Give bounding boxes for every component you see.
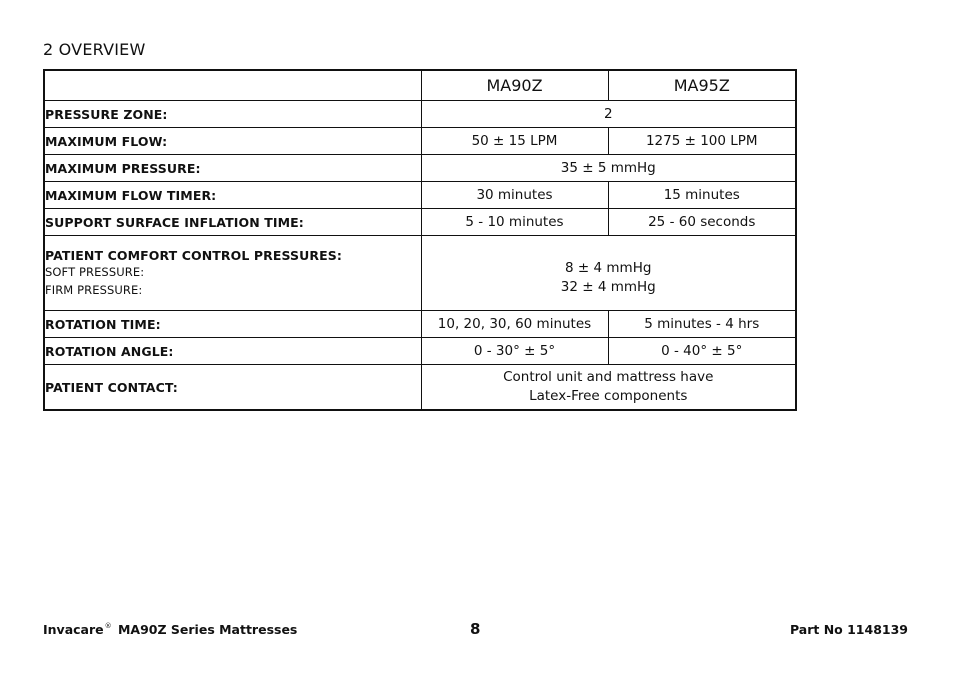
table-header-row (44, 70, 796, 101)
registered-mark: ® (104, 622, 112, 630)
row-rotation-angle (44, 338, 796, 365)
soft-pressure-value: 8 ± 4 mmHg (565, 260, 652, 276)
patient-contact-line2: Latex-Free components (529, 388, 688, 404)
page-number: 8 (470, 620, 481, 638)
inflation-time-label: SUPPORT SURFACE INFLATION TIME: (44, 209, 421, 236)
firm-pressure-value: 32 ± 4 mmHg (560, 279, 656, 295)
footer-product: MA90Z Series Mattresses (117, 622, 298, 637)
header-blank-cell (44, 70, 421, 101)
row-maximum-pressure (44, 155, 796, 182)
maximum-flow-ma90z: 50 ± 15 LPM (421, 128, 608, 155)
rotation-time-label: ROTATION TIME: (44, 311, 421, 338)
model-header-ma95z: MA95Z (608, 70, 796, 101)
row-patient-contact (44, 365, 796, 411)
maximum-flow-timer-ma95z: 15 minutes (608, 182, 796, 209)
rotation-angle-label: ROTATION ANGLE: (44, 338, 421, 365)
soft-pressure-label: SOFT PRESSURE: (45, 264, 145, 279)
pressure-zone-label: PRESSURE ZONE: (44, 101, 421, 128)
patient-contact-line1: Control unit and mattress have (503, 369, 714, 385)
patient-contact-label: PATIENT CONTACT: (44, 365, 421, 411)
firm-pressure-label: FIRM PRESSURE: (45, 282, 143, 297)
row-pressure-zone (44, 101, 796, 128)
specifications-table (43, 69, 797, 411)
rotation-angle-ma95z: 0 - 40° ± 5° (608, 338, 796, 365)
maximum-flow-label: MAXIMUM FLOW: (44, 128, 421, 155)
maximum-flow-timer-label: MAXIMUM FLOW TIMER: (44, 182, 421, 209)
comfort-pressures-values (421, 236, 796, 311)
rotation-angle-ma90z: 0 - 30° ± 5° (421, 338, 608, 365)
rotation-time-ma95z: 5 minutes - 4 hrs (608, 311, 796, 338)
inflation-time-ma90z: 5 - 10 minutes (421, 209, 608, 236)
maximum-flow-ma95z: 1275 ± 100 LPM (608, 128, 796, 155)
pressure-zone-value: 2 (421, 101, 796, 128)
row-comfort-pressures (44, 236, 796, 311)
footer-part-number: Part No 1148139 (789, 622, 908, 637)
row-inflation-time (44, 209, 796, 236)
rotation-time-ma90z: 10, 20, 30, 60 minutes (421, 311, 608, 338)
row-rotation-time (44, 311, 796, 338)
footer-product-name (43, 622, 297, 637)
maximum-pressure-value: 35 ± 5 mmHg (421, 155, 796, 182)
comfort-pressures-label: PATIENT COMFORT CONTROL PRESSURES: (45, 247, 342, 263)
row-maximum-flow-timer (44, 182, 796, 209)
comfort-pressures-cell (44, 236, 421, 311)
model-header-ma90z: MA90Z (421, 70, 608, 101)
row-maximum-flow (44, 128, 796, 155)
maximum-pressure-label: MAXIMUM PRESSURE: (44, 155, 421, 182)
maximum-flow-timer-ma90z: 30 minutes (421, 182, 608, 209)
section-title: 2 OVERVIEW (43, 40, 146, 59)
patient-contact-value (421, 365, 796, 411)
inflation-time-ma95z: 25 - 60 seconds (608, 209, 796, 236)
footer-brand: Invacare (43, 622, 104, 637)
